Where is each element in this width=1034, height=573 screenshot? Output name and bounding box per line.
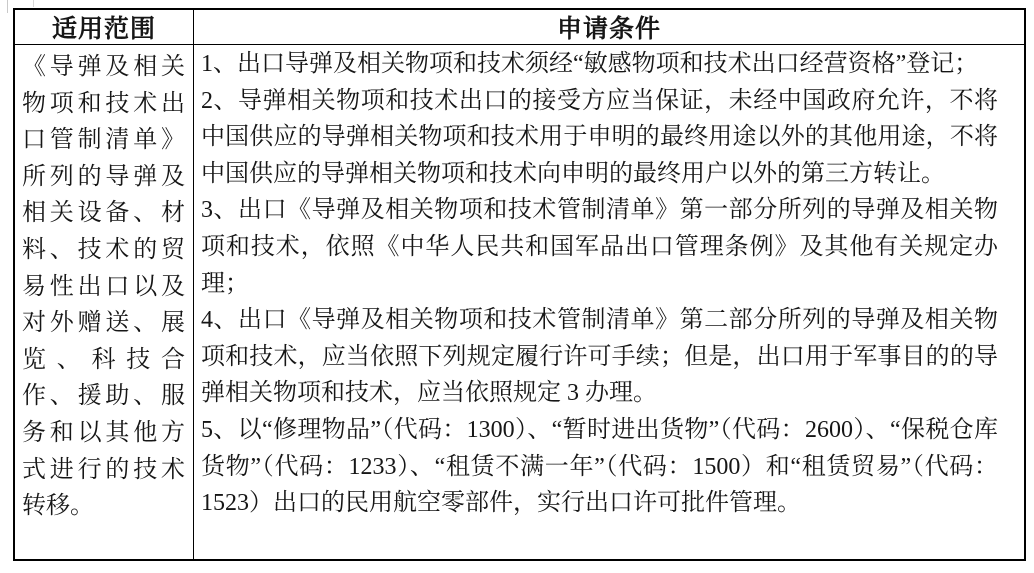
header-conditions-cell — [194, 10, 1024, 45]
header-scope-label: 适用范围 — [51, 16, 156, 43]
scope-text: 《导弹及相关物项和技术出口管制清单》所列的导弹及相关设备、材料、技术的贸易性出口以及对外赠送、展览、科技合作、援助、服务和以其他方式进行的技术转移。 — [22, 54, 185, 520]
condition-item-2: 2、导弹相关物项和技术出口的接受方应当保证，未经中国政府允许，不将中国供应的导弹相关物项和技术用于申明的最终用途以外的其他用途，不将中国供应的导弹相关物项和技术向申明的最终用户以外的第三方转让。 — [201, 87, 998, 187]
scan-artifact — [33, 0, 34, 7]
scan-artifact — [7, 0, 8, 13]
condition-item-1: 1、出口导弹及相关物项和技术须经“敏感物项和技术出口经营资格”登记； — [201, 51, 979, 77]
scope-cell — [15, 45, 194, 559]
condition-item-3: 3、出口《导弹及相关物项和技术管制清单》第一部分所列的导弹及相关物项和技术，依照《中华人民共和国军品出口管理条例》及其他有关规定办理； — [201, 197, 998, 297]
conditions-cell — [194, 45, 1024, 559]
condition-item-5: 5、以“修理物品”（代码：1300）、“暂时进出货物”（代码：2600）、“保税仓库货物”（代码：1233）、“租赁不满一年”（代码：1500）和“租赁贸易”（代码：1523）出口的民用航空零部件，实行出口许可批件管理。 — [201, 416, 998, 517]
regulation-table — [13, 8, 1026, 561]
condition-item-4: 4、出口《导弹及相关物项和技术管制清单》第二部分所列的导弹及相关物项和技术，应当依照下列规定履行许可手续；但是，出口用于军事目的的导弹相关物项和技术，应当依照规定 3 办理。 — [201, 307, 998, 407]
header-conditions-label: 申请条件 — [556, 16, 661, 43]
header-scope-cell — [15, 10, 194, 45]
